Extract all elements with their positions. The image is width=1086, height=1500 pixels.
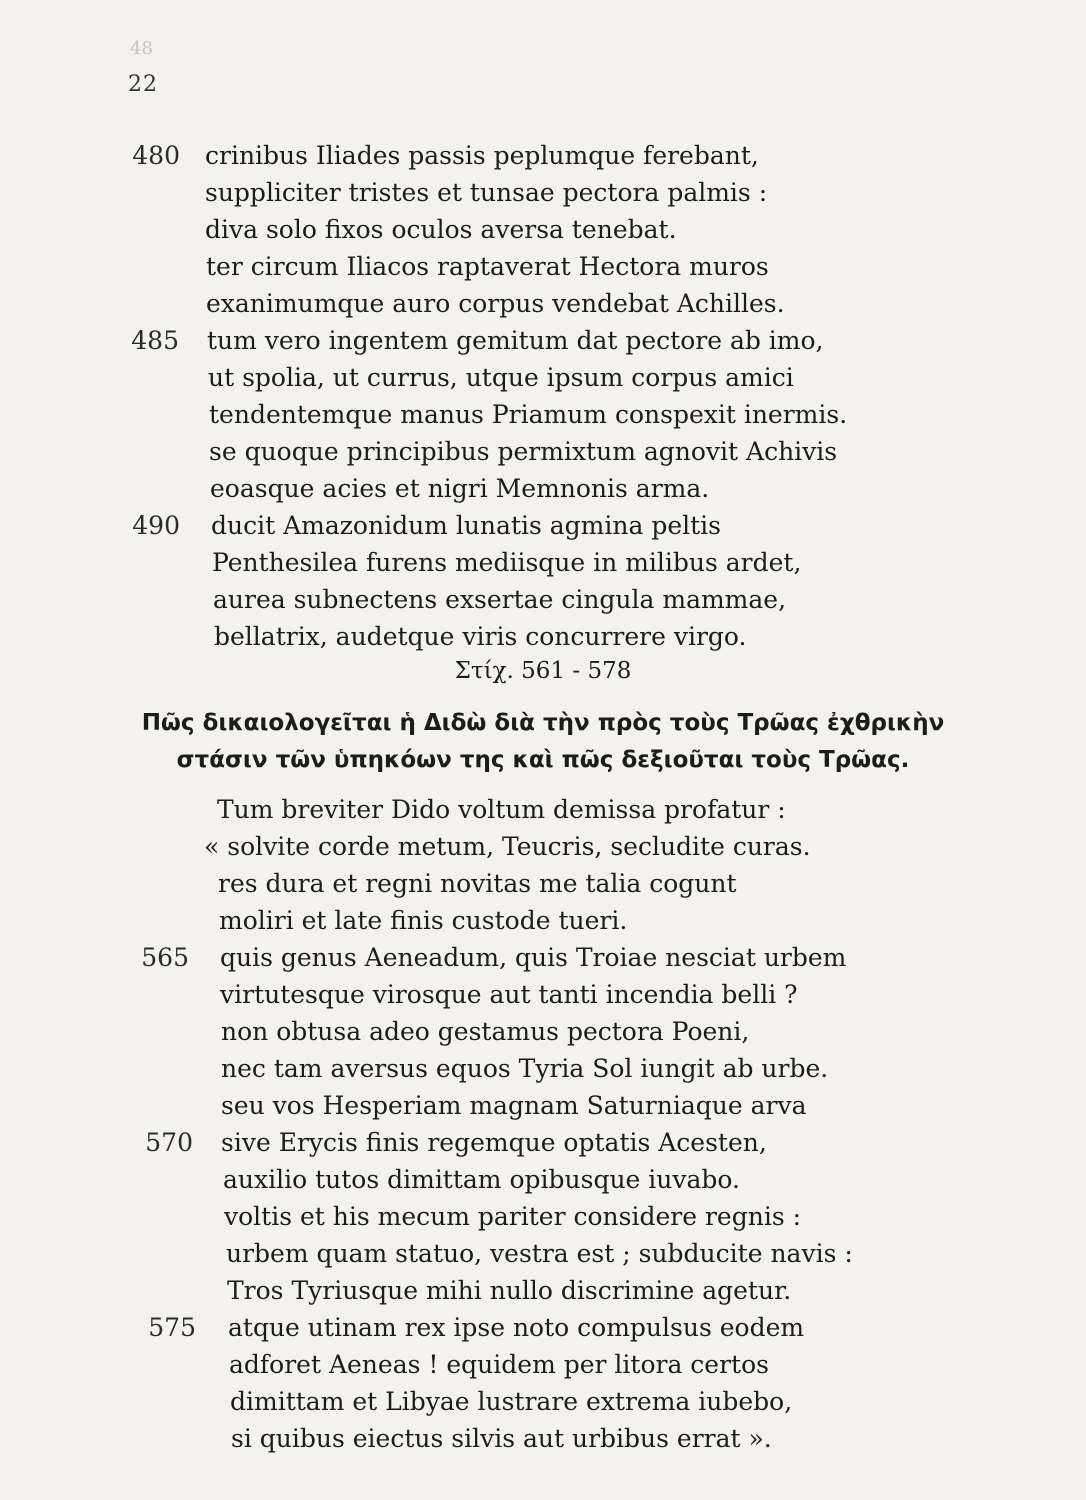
verse-text: ter circum Iliacos raptaverat Hectora muros [206, 252, 769, 281]
verse-text: bellatrix, audetque viris concurrere virgo. [214, 622, 747, 651]
verse-line [0, 1162, 1086, 1198]
line-number: 570 [145, 1128, 193, 1157]
verse-text: non obtusa adeo gestamus pectora Poeni, [221, 1017, 750, 1046]
verse-text: suppliciter tristes et tunsae pectora palmis : [205, 178, 768, 207]
verse-line [0, 471, 1086, 507]
section-heading-line-1: Πῶς δικαιολογεῖται ἡ Διδὼ διὰ τὴν πρὸς τοὺς Τρῶας ἐχθρικὴν [141, 710, 945, 736]
verse-line [0, 508, 1086, 544]
verse-line [0, 1199, 1086, 1235]
verse-line [0, 1236, 1086, 1272]
verse-line [0, 175, 1086, 211]
verse-text: atque utinam rex ipse noto compulsus eodem [228, 1313, 805, 1342]
verse-text: res dura et regni novitas me talia cogunt [218, 869, 737, 898]
verse-line [0, 1273, 1086, 1309]
verse-line [0, 903, 1086, 939]
verse-line [0, 1347, 1086, 1383]
verse-line [0, 866, 1086, 902]
verse-line [0, 434, 1086, 470]
verse-line [0, 249, 1086, 285]
verse-text: moliri et late finis custode tueri. [219, 906, 628, 935]
verse-text: Tros Tyriusque mihi nullo discrimine agetur. [227, 1276, 792, 1305]
verse-line [0, 977, 1086, 1013]
line-number: 480 [132, 141, 180, 170]
section-heading-line-2: στάσιν τῶν ὑπηκόων της καὶ πῶς δεξιοῦται τοὺς Τρῶας. [176, 747, 910, 773]
verse-line [0, 1014, 1086, 1050]
verse-text: urbem quam statuo, vestra est ; subducite navis : [226, 1239, 853, 1268]
verse-text: nec tam aversus equos Tyria Sol iungit ab urbe. [221, 1054, 829, 1083]
verse-text: adforet Aeneas ! equidem per litora certos [229, 1350, 769, 1379]
verse-text: crinibus Iliades passis peplumque ferebant, [205, 141, 759, 170]
verse-text: tendentemque manus Priamum conspexit inermis. [209, 400, 848, 429]
verse-text: dimittam et Libyae lustrare extrema iubebo, [230, 1387, 793, 1416]
verse-text: seu vos Hesperiam magnam Saturniaque arva [221, 1091, 807, 1120]
verse-line [0, 286, 1086, 322]
page-number: 22 [128, 72, 158, 97]
verse-line [0, 1051, 1086, 1087]
line-number: 490 [132, 511, 180, 540]
verse-text: diva solo fixos oculos aversa tenebat. [205, 215, 677, 244]
faint-page-number: 48 [130, 38, 153, 59]
line-number: 565 [141, 943, 189, 972]
verse-text: exanimumque auro corpus vendebat Achilles. [206, 289, 785, 318]
verse-text: sive Erycis finis regemque optatis Acesten, [221, 1128, 767, 1157]
verse-text: ut spolia, ut currus, utque ipsum corpus amici [208, 363, 794, 392]
verse-text: Penthesilea furens mediisque in milibus ardet, [212, 548, 802, 577]
verse-line [0, 1310, 1086, 1346]
line-number: 485 [131, 326, 179, 355]
verse-text: si quibus eiectus silvis aut urbibus errat ». [231, 1424, 772, 1453]
verse-text: virtutesque virosque aut tanti incendia belli ? [220, 980, 798, 1009]
verse-text: voltis et his mecum pariter considere regnis : [224, 1202, 802, 1231]
verse-line [0, 619, 1086, 655]
line-number: 575 [148, 1313, 196, 1342]
verse-line [0, 323, 1086, 359]
verse-line [0, 138, 1086, 174]
verse-text: se quoque principibus permixtum agnovit Achivis [209, 437, 838, 466]
verse-text: Tum breviter Dido voltum demissa profatur : [217, 795, 786, 824]
verse-text: « solvite corde metum, Teucris, secludite curas. [204, 832, 811, 861]
verse-line [0, 212, 1086, 248]
verse-text: eoasque acies et nigri Memnonis arma. [210, 474, 710, 503]
verse-range-reference: Στίχ. 561 - 578 [454, 658, 632, 684]
verse-line [0, 545, 1086, 581]
verse-line [0, 1088, 1086, 1124]
verse-line [0, 1125, 1086, 1161]
verse-line [0, 397, 1086, 433]
verse-text: ducit Amazonidum lunatis agmina peltis [211, 511, 721, 540]
verse-line [0, 792, 1086, 828]
verse-line [0, 1421, 1086, 1457]
verse-line [0, 360, 1086, 396]
verse-line [0, 1384, 1086, 1420]
verse-text: auxilio tutos dimittam opibusque iuvabo. [223, 1165, 740, 1194]
verse-line [0, 829, 1086, 865]
verse-line [0, 940, 1086, 976]
verse-text: aurea subnectens exsertae cingula mammae, [213, 585, 787, 614]
verse-text: quis genus Aeneadum, quis Troiae nesciat urbem [220, 943, 847, 972]
verse-text: tum vero ingentem gemitum dat pectore ab imo, [207, 326, 824, 355]
verse-line [0, 582, 1086, 618]
